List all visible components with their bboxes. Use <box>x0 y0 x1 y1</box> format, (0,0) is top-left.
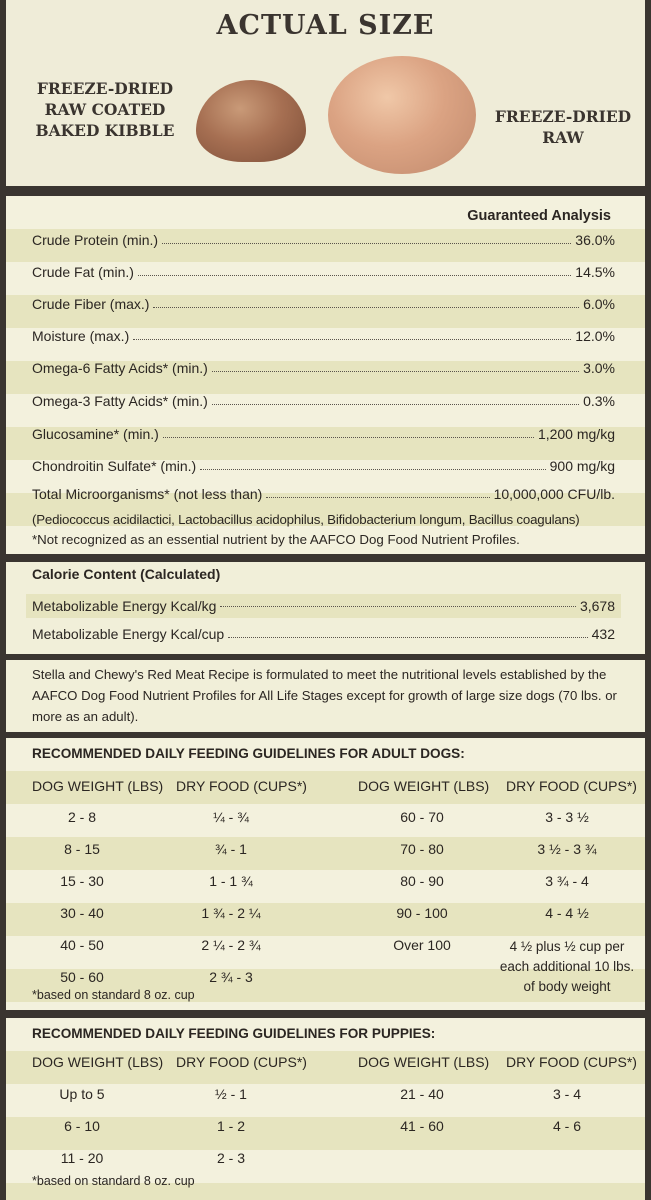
weight-cell: 11 - 20 <box>60 1150 104 1166</box>
kibble-label-line: BAKED KIBBLE <box>35 121 175 140</box>
actual-size-panel <box>6 0 645 186</box>
raw-label-line: FREEZE-DRIED <box>494 107 632 126</box>
analysis-row <box>32 482 615 502</box>
adult-feeding-panel <box>6 738 645 1010</box>
weight-cell: 30 - 40 <box>60 905 104 921</box>
food-cell: 1 - 1 ¾ <box>209 873 253 889</box>
weight-cell: 6 - 10 <box>64 1118 100 1134</box>
aafco-statement: Stella and Chewy's Red Meat Recipe is formulated to meet the nutritional levels established by the AAFCO Dog Food Nutrient Profiles for All Life Stages except for growth of large size dogs (70 lbs. or more as an adult). <box>32 667 617 724</box>
weight-cell: 50 - 60 <box>60 969 104 985</box>
calorie-row <box>26 594 621 618</box>
weight-cell: Up to 5 <box>59 1086 105 1102</box>
weight-cell: 90 - 100 <box>396 905 448 921</box>
raw-label <box>484 106 642 148</box>
analysis-row <box>32 260 615 280</box>
analysis-value: 900 mg/kg <box>549 458 615 474</box>
calorie-label: Metabolizable Energy Kcal/cup <box>32 626 225 642</box>
analysis-label: Crude Protein (min.) <box>32 232 159 248</box>
adult-feeding-heading: RECOMMENDED DAILY FEEDING GUIDELINES FOR ADULT DOGS: <box>32 746 465 761</box>
food-cell: 4 - 6 <box>552 1118 581 1134</box>
food-cell: 3 - 3 ½ <box>545 809 589 825</box>
analysis-row <box>32 292 615 312</box>
calorie-heading: Calorie Content (Calculated) <box>32 566 221 582</box>
analysis-row <box>32 324 615 344</box>
weight-cell: 80 - 90 <box>400 873 444 889</box>
analysis-row <box>32 422 615 442</box>
over-100-line: each additional 10 lbs. <box>499 959 635 974</box>
weight-cell: 2 - 8 <box>67 809 96 825</box>
analysis-footnote: *Not recognized as an essential nutrient by the AAFCO Dog Food Nutrient Profiles. <box>32 532 520 547</box>
over-100-line: 4 ½ plus ½ cup per <box>509 939 625 954</box>
food-cell: ¼ - ¾ <box>213 809 249 825</box>
kibble-image <box>196 80 306 162</box>
analysis-value: 3.0% <box>583 360 615 376</box>
analysis-row <box>32 454 615 474</box>
food-cell: 3 - 4 <box>552 1086 581 1102</box>
analysis-row <box>32 228 615 248</box>
food-cell: ¾ - 1 <box>215 841 247 857</box>
analysis-value: 10,000,000 CFU/lb. <box>493 486 615 502</box>
col-header-weight: DOG WEIGHT (LBS) <box>32 778 164 794</box>
analysis-label: Crude Fiber (max.) <box>32 296 150 312</box>
analysis-label: Total Microorganisms* (not less than) <box>32 486 263 502</box>
food-cell: 2 ¾ - 3 <box>209 969 253 985</box>
cup-footnote: *based on standard 8 oz. cup <box>32 988 195 1002</box>
kibble-label <box>20 78 190 141</box>
calorie-content-panel <box>6 562 645 654</box>
microorganism-list: (Pediococcus acidilactici, Lactobacillus acidophilus, Bifidobacterium longum, Bacillus coagulans) <box>32 512 580 527</box>
over-100-food-note <box>492 937 642 997</box>
analysis-row <box>32 356 615 376</box>
food-cell: ½ - 1 <box>215 1086 247 1102</box>
food-cell: 3 ¾ - 4 <box>545 873 589 889</box>
raw-label-line: RAW <box>542 128 584 147</box>
guaranteed-analysis-heading: Guaranteed Analysis <box>467 208 611 224</box>
puppy-feeding-panel <box>6 1018 645 1200</box>
weight-cell: 60 - 70 <box>400 809 444 825</box>
weight-cell: Over 100 <box>393 937 451 953</box>
food-cell: 4 - 4 ½ <box>545 905 589 921</box>
analysis-label: Omega-3 Fatty Acids* (min.) <box>32 393 208 409</box>
food-cell: 2 ¼ - 2 ¾ <box>201 937 261 953</box>
weight-cell: 21 - 40 <box>400 1086 444 1102</box>
analysis-value: 0.3% <box>583 393 615 409</box>
col-header-food: DRY FOOD (CUPS*) <box>176 778 307 794</box>
col-header-weight: DOG WEIGHT (LBS) <box>358 778 490 794</box>
analysis-value: 12.0% <box>575 328 615 344</box>
puppy-feeding-heading: RECOMMENDED DAILY FEEDING GUIDELINES FOR PUPPIES: <box>32 1026 436 1041</box>
calorie-value: 432 <box>591 626 615 642</box>
kibble-label-line: RAW COATED <box>44 100 166 119</box>
analysis-value: 36.0% <box>575 232 615 248</box>
food-cell: 1 - 2 <box>216 1118 245 1134</box>
raw-nugget-image <box>328 56 476 174</box>
cup-footnote: *based on standard 8 oz. cup <box>32 1174 195 1188</box>
kibble-label-line: FREEZE-DRIED <box>36 79 174 98</box>
food-cell: 2 - 3 <box>216 1150 245 1166</box>
analysis-value: 1,200 mg/kg <box>537 426 615 442</box>
col-header-food: DRY FOOD (CUPS*) <box>176 1054 307 1070</box>
aafco-statement-panel <box>6 660 645 732</box>
analysis-label: Crude Fat (min.) <box>32 264 134 280</box>
calorie-value: 3,678 <box>579 598 615 614</box>
analysis-value: 6.0% <box>583 296 615 312</box>
weight-cell: 8 - 15 <box>64 841 100 857</box>
col-header-food: DRY FOOD (CUPS*) <box>506 778 637 794</box>
col-header-weight: DOG WEIGHT (LBS) <box>358 1054 490 1070</box>
calorie-label: Metabolizable Energy Kcal/kg <box>32 598 217 614</box>
weight-cell: 40 - 50 <box>60 937 104 953</box>
analysis-label: Moisture (max.) <box>32 328 130 344</box>
analysis-value: 14.5% <box>575 264 615 280</box>
analysis-label: Chondroitin Sulfate* (min.) <box>32 458 197 474</box>
weight-cell: 41 - 60 <box>400 1118 444 1134</box>
food-cell: 3 ½ - 3 ¾ <box>537 841 597 857</box>
col-header-weight: DOG WEIGHT (LBS) <box>32 1054 164 1070</box>
food-cell: 1 ¾ - 2 ¼ <box>201 905 261 921</box>
over-100-line: of body weight <box>523 979 611 994</box>
analysis-row <box>32 389 615 409</box>
guaranteed-analysis-panel <box>6 196 645 554</box>
weight-cell: 15 - 30 <box>60 873 104 889</box>
calorie-row <box>32 622 615 642</box>
analysis-label: Omega-6 Fatty Acids* (min.) <box>32 360 208 376</box>
col-header-food: DRY FOOD (CUPS*) <box>506 1054 637 1070</box>
weight-cell: 70 - 80 <box>400 841 444 857</box>
analysis-label: Glucosamine* (min.) <box>32 426 159 442</box>
actual-size-title: ACTUAL SIZE <box>216 10 435 41</box>
